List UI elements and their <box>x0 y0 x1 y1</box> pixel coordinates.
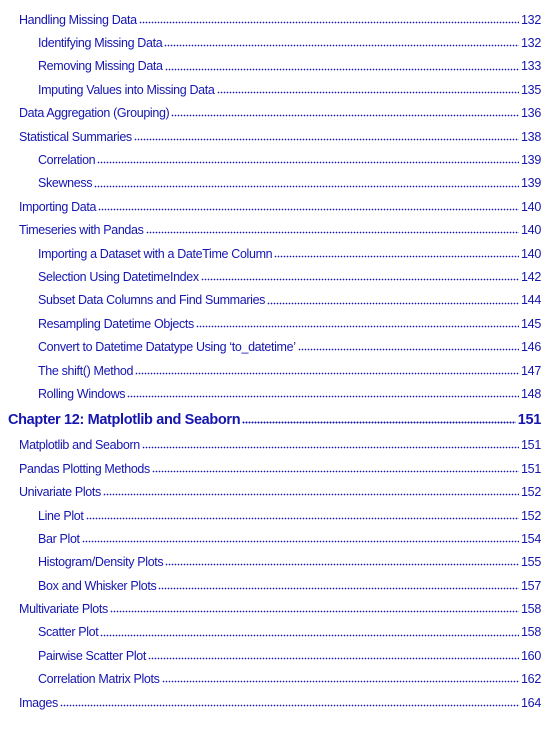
toc-subsection-entry[interactable] <box>0 335 557 358</box>
toc-entry-page-number: 164 <box>521 695 541 710</box>
toc-entry-title: Importing Data <box>19 199 97 214</box>
toc-entry-page-number: 148 <box>521 386 541 401</box>
dot-leader <box>158 579 519 592</box>
toc-entry-page-number: 144 <box>521 293 541 308</box>
toc-entry-title: Importing a Dataset with a DateTime Column <box>38 246 273 261</box>
toc-subsection-entry[interactable] <box>0 382 557 405</box>
toc-entry-page-number: 140 <box>521 246 541 261</box>
toc-entry-title: Handling Missing Data <box>19 12 137 27</box>
toc-entry-page-number: 145 <box>521 316 541 331</box>
dot-leader <box>274 247 519 260</box>
toc-chapter-entry[interactable] <box>0 406 557 434</box>
dot-leader <box>97 154 519 167</box>
toc-subsection-entry[interactable] <box>0 312 557 335</box>
toc-entry-title: Subset Data Columns and Find Summaries <box>38 293 266 308</box>
table-of-contents <box>0 8 557 714</box>
toc-entry-page-number: 136 <box>521 106 541 121</box>
toc-entry-title: Selection Using DatetimeIndex <box>38 269 199 284</box>
toc-entry-page-number: 151 <box>521 438 541 453</box>
dot-leader <box>142 439 519 452</box>
toc-entry-page-number: 160 <box>521 648 541 663</box>
toc-entry-page-number: 140 <box>521 199 541 214</box>
toc-subsection-entry[interactable] <box>0 265 557 288</box>
toc-section-entry[interactable] <box>0 102 557 125</box>
toc-entry-title: The shift() Method <box>38 363 134 378</box>
toc-entry-page-number: 158 <box>521 602 541 617</box>
dot-leader <box>98 201 519 214</box>
dot-leader <box>165 60 519 73</box>
toc-entry-page-number: 158 <box>521 625 541 640</box>
dot-leader <box>86 509 520 522</box>
dot-leader <box>146 224 520 237</box>
dot-leader <box>127 388 519 401</box>
dot-leader <box>164 37 519 50</box>
toc-entry-page-number: 138 <box>521 129 541 144</box>
toc-section-entry[interactable] <box>0 457 557 480</box>
dot-leader <box>152 462 519 475</box>
toc-section-entry[interactable] <box>0 597 557 620</box>
toc-section-entry[interactable] <box>0 125 557 148</box>
dot-leader <box>242 412 515 427</box>
toc-entry-page-number: 147 <box>521 363 541 378</box>
toc-subsection-entry[interactable] <box>0 668 557 691</box>
toc-entry-title: Data Aggregation (Grouping) <box>19 106 170 121</box>
dot-leader <box>298 341 519 354</box>
toc-subsection-entry[interactable] <box>0 644 557 667</box>
toc-section-entry[interactable] <box>0 480 557 503</box>
toc-subsection-entry[interactable] <box>0 55 557 78</box>
toc-entry-title: Scatter Plot <box>38 625 99 640</box>
toc-subsection-entry[interactable] <box>0 148 557 171</box>
toc-entry-title: Bar Plot <box>38 531 80 546</box>
toc-entry-title: Identifying Missing Data <box>38 36 163 51</box>
toc-entry-page-number: 142 <box>521 269 541 284</box>
toc-entry-title: Convert to Datetime Datatype Using ‘to_datetime’ <box>38 340 296 355</box>
dot-leader <box>103 486 519 499</box>
dot-leader <box>201 271 519 284</box>
toc-subsection-entry[interactable] <box>0 504 557 527</box>
toc-section-entry[interactable] <box>0 8 557 31</box>
toc-subsection-entry[interactable] <box>0 574 557 597</box>
toc-entry-title: Timeseries with Pandas <box>19 223 144 238</box>
toc-section-entry[interactable] <box>0 691 557 714</box>
dot-leader <box>82 533 519 546</box>
toc-entry-title: Line Plot <box>38 508 84 523</box>
toc-section-entry[interactable] <box>0 219 557 242</box>
dot-leader <box>100 626 519 639</box>
toc-entry-page-number: 132 <box>521 36 541 51</box>
dot-leader <box>60 696 519 709</box>
dot-leader <box>94 177 519 190</box>
toc-entry-page-number: 151 <box>521 461 541 476</box>
toc-entry-page-number: 140 <box>521 223 541 238</box>
toc-section-entry[interactable] <box>0 195 557 218</box>
toc-entry-title: Pairwise Scatter Plot <box>38 648 146 663</box>
toc-entry-page-number: 133 <box>521 59 541 74</box>
toc-entry-page-number: 154 <box>521 531 541 546</box>
toc-subsection-entry[interactable] <box>0 78 557 101</box>
toc-entry-page-number: 139 <box>521 153 541 168</box>
toc-subsection-entry[interactable] <box>0 172 557 195</box>
toc-entry-page-number: 162 <box>521 672 541 687</box>
toc-entry-title: Correlation Matrix Plots <box>38 672 160 687</box>
toc-entry-title: Box and Whisker Plots <box>38 578 157 593</box>
toc-entry-title: Correlation <box>38 153 96 168</box>
toc-entry-title: Pandas Plotting Methods <box>19 461 150 476</box>
toc-subsection-entry[interactable] <box>0 527 557 550</box>
dot-leader <box>135 364 519 377</box>
toc-entry-title: Chapter 12: Matplotlib and Seaborn <box>8 411 241 428</box>
toc-subsection-entry[interactable] <box>0 289 557 312</box>
toc-entry-title: Multivariate Plots <box>19 602 108 617</box>
toc-entry-page-number: 132 <box>521 12 541 27</box>
toc-entry-page-number: 146 <box>521 340 541 355</box>
dot-leader <box>217 84 520 97</box>
toc-entry-title: Resampling Datetime Objects <box>38 316 194 331</box>
toc-entry-title: Matplotlib and Seaborn <box>19 438 140 453</box>
dot-leader <box>171 107 519 120</box>
toc-entry-title: Statistical Summaries <box>19 129 132 144</box>
dot-leader <box>139 13 519 26</box>
toc-subsection-entry[interactable] <box>0 551 557 574</box>
toc-subsection-entry[interactable] <box>0 242 557 265</box>
toc-entry-title: Histogram/Density Plots <box>38 555 164 570</box>
dot-leader <box>267 294 519 307</box>
toc-subsection-entry[interactable] <box>0 621 557 644</box>
toc-entry-page-number: 139 <box>521 176 541 191</box>
toc-entry-title: Removing Missing Data <box>38 59 163 74</box>
dot-leader <box>196 318 519 331</box>
toc-entry-title: Images <box>19 695 58 710</box>
toc-entry-page-number: 155 <box>521 555 541 570</box>
toc-entry-page-number: 157 <box>521 578 541 593</box>
dot-leader <box>148 650 519 663</box>
dot-leader <box>134 130 519 143</box>
toc-entry-page-number: 151 <box>517 411 541 428</box>
toc-entry-page-number: 152 <box>521 485 541 500</box>
toc-subsection-entry[interactable] <box>0 31 557 54</box>
toc-entry-page-number: 152 <box>521 508 541 523</box>
dot-leader <box>162 673 520 686</box>
toc-entry-title: Imputing Values into Missing Data <box>38 82 215 97</box>
dot-leader <box>110 603 519 616</box>
toc-entry-title: Univariate Plots <box>19 485 101 500</box>
toc-subsection-entry[interactable] <box>0 359 557 382</box>
toc-section-entry[interactable] <box>0 434 557 457</box>
toc-entry-title: Rolling Windows <box>38 386 126 401</box>
dot-leader <box>165 556 519 569</box>
toc-entry-page-number: 135 <box>521 82 541 97</box>
toc-entry-title: Skewness <box>38 176 93 191</box>
